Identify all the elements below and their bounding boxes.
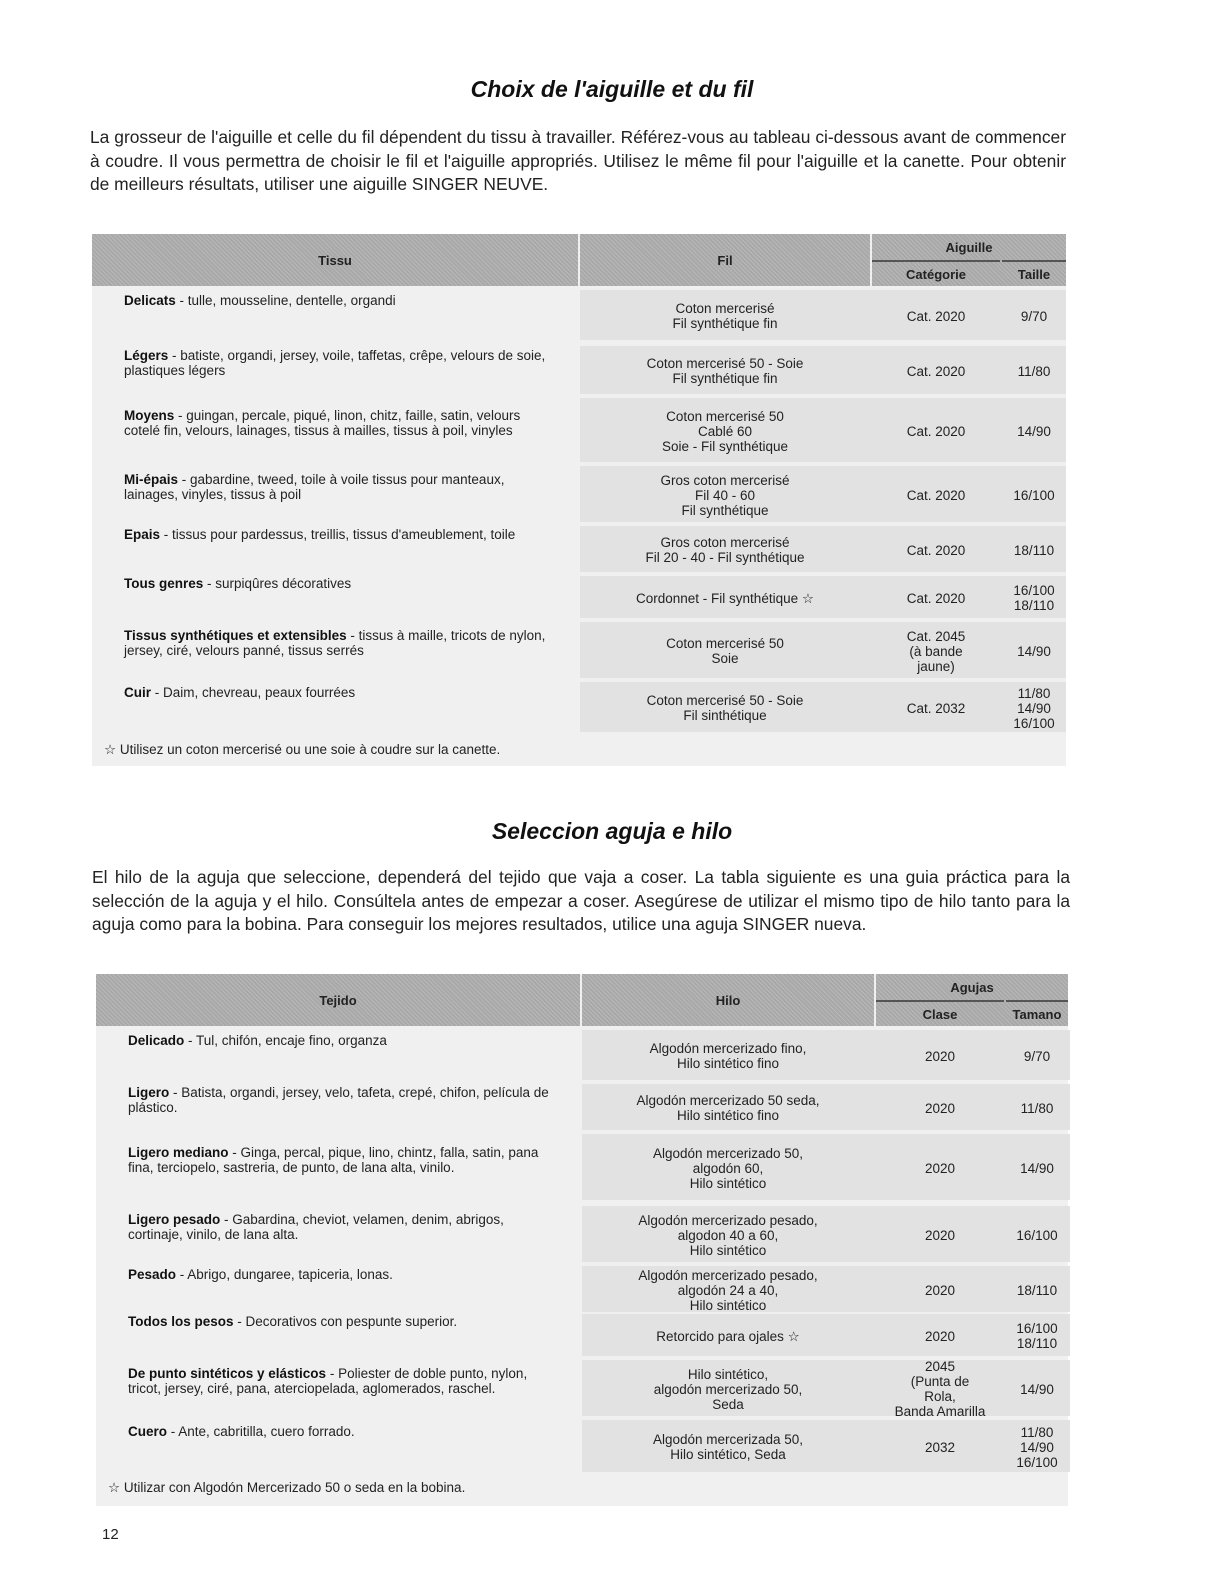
fabric-description: Gabardina, cheviot, velamen, denim, abrigos, cortinaje, vinilo, de lana alta.	[128, 1212, 504, 1242]
fabric-cell	[124, 408, 554, 438]
thread-cell: Retorcido para ojales ☆	[656, 1328, 800, 1344]
intro-fr: La grosseur de l'aiguille et celle du fil dépendent du tissu à travailler. Référez-vous au tableau ci-dessous avant de commencer à coudre. Il vous permettra de choisir le fil et l'aiguille appropriés. Utilisez le même fil pour l'aiguille et la canette. Pour obtenir de meilleurs résultats, utiliser une aiguille SINGER NEUVE.	[90, 127, 1066, 194]
thread-cell: Coton mercerisé 50 - Soie Fil sinthétique	[646, 693, 804, 723]
fabric-separator: -	[203, 576, 216, 591]
fabric-description: tissus pour pardessus, treillis, tissus d'ameublement, toile	[172, 527, 516, 542]
needle-category-cell: 2020	[924, 1282, 956, 1298]
fabric-name: Moyens	[124, 408, 175, 423]
thread-cell: Algodón mercerizada 50, Hilo sintético, Seda	[652, 1432, 804, 1462]
fabric-description: Batista, organdi, jersey, velo, tafeta, crepé, chifon, película de plástico.	[128, 1085, 549, 1115]
thread-cell: Algodón mercerizado pesado, algodón 24 a 40, Hilo sintético	[638, 1267, 818, 1313]
fabric-cell	[128, 1033, 556, 1048]
thread-cell: Algodón mercerizado fino, Hilo sintético fino	[649, 1041, 807, 1071]
fabric-cell	[128, 1085, 556, 1115]
needle-size-cell: 16/100	[1016, 1227, 1058, 1243]
intro-es: El hilo de la aguja que seleccione, dependerá del tejido que vaja a coser. La tabla siguiente es una guia práctica para la selección de la aguja y el hilo. Consúltela antes de empezar a coser. Asegúrese de utilizar el mismo tipo de hilo tanto para la aguja como para la bobina. Para conseguir los mejores resultados, utilice una aguja SINGER nueva.	[92, 867, 1070, 934]
fabric-name: Delicats	[124, 293, 176, 308]
fabric-description: Daim, chevreau, peaux fourrées	[163, 685, 356, 700]
fabric-separator: -	[174, 408, 187, 423]
fabric-name: Ligero pesado	[128, 1212, 221, 1227]
footnote-fr: ☆ Utilisez un coton mercerisé ou une soie à coudre sur la canette.	[104, 742, 501, 757]
fabric-name: Delicado	[128, 1033, 185, 1048]
needle-size-cell: 9/70	[1023, 1048, 1051, 1064]
thread-cell: Coton mercerisé 50 Soie	[666, 636, 784, 666]
fabric-separator: -	[176, 1267, 188, 1282]
fabric-description: Poliester de doble punto, nylon, tricot, jersey, ciré, pana, aterciopelada, aglomerados, raschel.	[128, 1366, 528, 1396]
section-title-fr: Choix de l'aiguille et du fil	[470, 76, 754, 102]
header-size-label: Tamano	[1006, 1000, 1068, 1026]
needle-size-cell: 14/90	[1020, 1160, 1054, 1176]
needle-category-cell: 2045 (Punta de Rola, Banda Amarilla	[894, 1359, 986, 1419]
fabric-name: Pesado	[128, 1267, 177, 1282]
fabric-name: Légers	[124, 348, 169, 363]
fabric-separator: -	[346, 628, 359, 643]
fabric-name: Todos los pesos	[128, 1314, 234, 1329]
fabric-cell	[124, 576, 554, 591]
needle-category-cell: 2020	[924, 1048, 956, 1064]
needle-category-cell: Cat. 2020	[906, 308, 966, 324]
fabric-description: Ante, cabritilla, cuero forrado.	[178, 1424, 355, 1439]
fabric-cell	[124, 293, 554, 308]
fabric-cell	[128, 1314, 556, 1329]
thread-cell: Gros coton mercerisé Fil 40 - 60 Fil synthétique	[660, 472, 790, 518]
header-fabric-label: Tejido	[319, 992, 357, 1008]
needle-size-cell: 11/80	[1017, 363, 1051, 379]
needle-size-cell: 14/90	[1017, 643, 1051, 659]
fabric-name: Cuero	[128, 1424, 168, 1439]
fabric-description: tulle, mousseline, dentelle, organdi	[187, 293, 396, 308]
fabric-separator: -	[326, 1366, 339, 1381]
needle-category-cell: 2020	[924, 1328, 956, 1344]
fabric-description: guingan, percale, piqué, linon, chitz, faille, satin, velours cotelé fin, velours, lainages, tissus à mailles, tissus à poil, vinyles	[124, 408, 521, 438]
fabric-cell	[128, 1267, 556, 1282]
header-category-label: Clase	[876, 1000, 1004, 1026]
fabric-name: Mi-épais	[124, 472, 179, 487]
needle-size-cell: 11/80	[1020, 1100, 1054, 1116]
thread-cell: Gros coton mercerisé Fil 20 - 40 - Fil synthétique	[645, 535, 805, 565]
fabric-separator: -	[151, 685, 163, 700]
fabric-name: Epais	[124, 527, 161, 542]
header-category-label: Catégorie	[872, 260, 1000, 286]
needle-category-cell: 2020	[924, 1100, 956, 1116]
needle-size-cell: 18/110	[1013, 542, 1055, 558]
fabric-name: Ligero	[128, 1085, 170, 1100]
needle-category-cell: Cat. 2020	[906, 590, 966, 606]
footnote-es: ☆ Utilizar con Algodón Mercerizado 50 o seda en la bobina.	[108, 1480, 466, 1495]
needle-size-cell: 11/80 14/90 16/100	[1016, 1424, 1058, 1470]
header-size-label: Taille	[1002, 260, 1066, 286]
fabric-name: Tous genres	[124, 576, 204, 591]
needle-size-cell: 16/100	[1013, 487, 1055, 503]
needle-size-cell: 9/70	[1020, 308, 1048, 324]
fabric-cell	[128, 1212, 556, 1242]
needle-category-cell: 2020	[924, 1227, 956, 1243]
needle-size-cell: 14/90	[1017, 423, 1051, 439]
fabric-separator: -	[184, 1033, 197, 1048]
thread-cell: Algodón mercerizado 50, algodón 60, Hilo sintético	[652, 1145, 804, 1191]
thread-cell: Algodón mercerizado 50 seda, Hilo sintético fino	[636, 1093, 820, 1123]
fabric-cell	[124, 472, 554, 502]
fabric-separator: -	[167, 1424, 179, 1439]
fabric-cell	[124, 527, 554, 542]
fabric-cell	[124, 685, 554, 700]
needle-category-cell: Cat. 2020	[906, 542, 966, 558]
needle-category-cell: Cat. 2020	[906, 487, 966, 503]
needle-category-cell: Cat. 2020	[906, 423, 966, 439]
fabric-name: De punto sintéticos y elásticos	[128, 1366, 327, 1381]
thread-cell: Coton mercerisé 50 Cablé 60 Soie - Fil synthétique	[661, 408, 789, 454]
needle-category-cell: 2032	[924, 1439, 956, 1455]
header-fabric-label: Tissu	[318, 252, 352, 268]
fabric-description: Decorativos con pespunte superior.	[245, 1314, 458, 1329]
fabric-name: Ligero mediano	[128, 1145, 229, 1160]
thread-cell: Coton mercerisé 50 - Soie Fil synthétique fin	[646, 356, 804, 386]
fabric-description: gabardine, tweed, toile à voile tissus pour manteaux, lainages, vinyles, tissus à poil	[124, 472, 505, 502]
needle-size-cell: 14/90	[1020, 1381, 1054, 1397]
thread-cell: Algodón mercerizado pesado, algodon 40 a 60, Hilo sintético	[638, 1212, 818, 1258]
fabric-name: Tissus synthétiques et extensibles	[124, 628, 347, 643]
needle-category-cell: Cat. 2032	[906, 700, 966, 716]
fabric-cell	[128, 1145, 556, 1175]
fabric-description: tissus à maille, tricots de nylon, jersey, ciré, velours panné, tissus serrés	[124, 628, 546, 658]
needle-category-cell: Cat. 2045 (à bande jaune)	[906, 628, 966, 674]
fabric-cell	[128, 1366, 556, 1396]
header-needle-label: Agujas	[950, 979, 994, 995]
fabric-cell	[128, 1424, 556, 1439]
fabric-description: Tul, chifón, encaje fino, organza	[196, 1033, 387, 1048]
fabric-description: surpiqûres décoratives	[215, 576, 352, 591]
thread-cell: Hilo sintético, algodón mercerizado 50, Seda	[653, 1366, 803, 1412]
needle-thread-table-fr	[92, 234, 1066, 766]
fabric-cell	[124, 348, 554, 378]
fabric-separator: -	[175, 293, 188, 308]
fabric-separator: -	[220, 1212, 233, 1227]
fabric-separator: -	[233, 1314, 246, 1329]
thread-cell: Cordonnet - Fil synthétique ☆	[636, 590, 814, 606]
fabric-description: batiste, organdi, jersey, voile, taffetas, crêpe, velours de soie, plastiques légers	[124, 348, 546, 378]
section-title-es: Seleccion aguja e hilo	[491, 818, 733, 844]
fabric-separator: -	[169, 1085, 182, 1100]
fabric-description: Abrigo, dungaree, tapiceria, lonas.	[187, 1267, 393, 1282]
needle-thread-table-es	[96, 974, 1068, 1506]
header-thread-label: Fil	[717, 252, 733, 268]
needle-size-cell: 18/110	[1016, 1282, 1058, 1298]
needle-size-cell: 16/100 18/110	[1016, 1321, 1058, 1351]
fabric-separator: -	[228, 1145, 241, 1160]
needle-category-cell: 2020	[924, 1160, 956, 1176]
fabric-name: Cuir	[124, 685, 151, 700]
needle-size-cell: 16/100 18/110	[1013, 583, 1055, 613]
header-thread-label: Hilo	[715, 992, 741, 1008]
fabric-cell	[124, 628, 554, 658]
thread-cell: Coton mercerisé Fil synthétique fin	[672, 301, 778, 331]
fabric-separator: -	[178, 472, 191, 487]
needle-category-cell: Cat. 2020	[906, 363, 966, 379]
fabric-description: Ginga, percal, pique, lino, chintz, falla, satin, pana fina, terciopelo, sastreria, de punto, de lana alta, vinilo.	[128, 1145, 539, 1175]
needle-size-cell: 11/80 14/90 16/100	[1013, 685, 1055, 731]
page-number: 12	[102, 1526, 119, 1543]
fabric-separator: -	[168, 348, 181, 363]
fabric-separator: -	[160, 527, 173, 542]
header-needle-label: Aiguille	[945, 239, 993, 255]
